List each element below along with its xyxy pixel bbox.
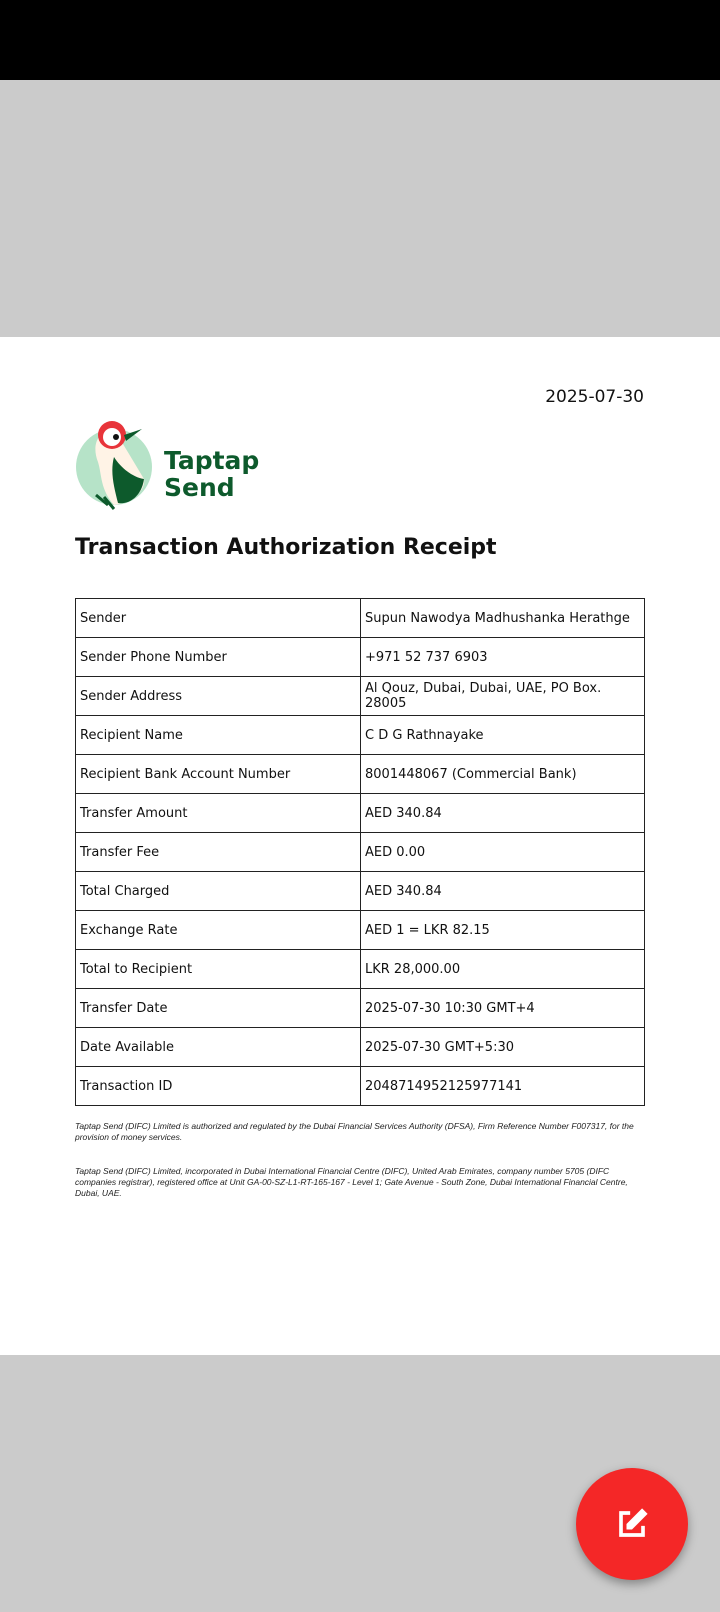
brand-line-1: Taptap (164, 446, 260, 475)
table-row (76, 911, 645, 950)
table-row (76, 677, 645, 716)
row-value: AED 0.00 (361, 833, 645, 872)
receipt-table (75, 598, 645, 1106)
table-row (76, 1028, 645, 1067)
company-footnote: Taptap Send (DIFC) Limited, incorporated in Dubai International Financial Centre (DIFC), United Arab Emirates, company number 5705 (DIFC companies registrar), registered office at Unit GA-00-SZ-L1-RT-165-167 - Level 1; Gate Avenue - South Zone, Dubai International Financial Centre, Dubai, UAE. (75, 1166, 628, 1198)
table-row (76, 989, 645, 1028)
row-label: Sender (76, 599, 361, 638)
row-label: Sender Phone Number (76, 638, 361, 677)
table-row (76, 1067, 645, 1106)
row-label: Transaction ID (76, 1067, 361, 1106)
brand-name (164, 447, 259, 501)
receipt-title: Transaction Authorization Receipt (75, 535, 497, 560)
row-value: Supun Nawodya Madhushanka Herathge (361, 599, 645, 638)
row-label: Recipient Bank Account Number (76, 755, 361, 794)
receipt-page (0, 337, 720, 1355)
row-value: 2048714952125977141 (361, 1067, 645, 1106)
row-label: Transfer Fee (76, 833, 361, 872)
receipt-date: 2025-07-30 (545, 387, 644, 407)
row-label: Total to Recipient (76, 950, 361, 989)
row-label: Date Available (76, 1028, 361, 1067)
row-value: AED 340.84 (361, 872, 645, 911)
row-label: Sender Address (76, 677, 361, 716)
row-value: AED 340.84 (361, 794, 645, 833)
table-row (76, 950, 645, 989)
row-value: 2025-07-30 10:30 GMT+4 (361, 989, 645, 1028)
table-row (76, 755, 645, 794)
row-value: AED 1 = LKR 82.15 (361, 911, 645, 950)
brand-line-2: Send (164, 473, 235, 502)
table-row (76, 599, 645, 638)
row-label: Total Charged (76, 872, 361, 911)
row-label: Transfer Amount (76, 794, 361, 833)
table-row (76, 716, 645, 755)
regulatory-footnote: Taptap Send (DIFC) Limited is authorized and regulated by the Dubai Financial Services Authority (DFSA), Firm Reference Number F007317, for the provision of money services. (75, 1121, 634, 1142)
table-row (76, 638, 645, 677)
row-label: Transfer Date (76, 989, 361, 1028)
row-value: 8001448067 (Commercial Bank) (361, 755, 645, 794)
row-value: C D G Rathnayake (361, 716, 645, 755)
row-value: +971 52 737 6903 (361, 638, 645, 677)
bird-logo-icon (74, 417, 164, 517)
table-row (76, 833, 645, 872)
edit-icon (610, 1502, 654, 1546)
row-value: LKR 28,000.00 (361, 950, 645, 989)
row-label: Recipient Name (76, 716, 361, 755)
edit-button[interactable] (576, 1468, 688, 1580)
table-row (76, 872, 645, 911)
row-value: Al Qouz, Dubai, Dubai, UAE, PO Box. 28005 (361, 677, 645, 716)
row-label: Exchange Rate (76, 911, 361, 950)
status-bar (0, 0, 720, 80)
row-value: 2025-07-30 GMT+5:30 (361, 1028, 645, 1067)
table-row (76, 794, 645, 833)
